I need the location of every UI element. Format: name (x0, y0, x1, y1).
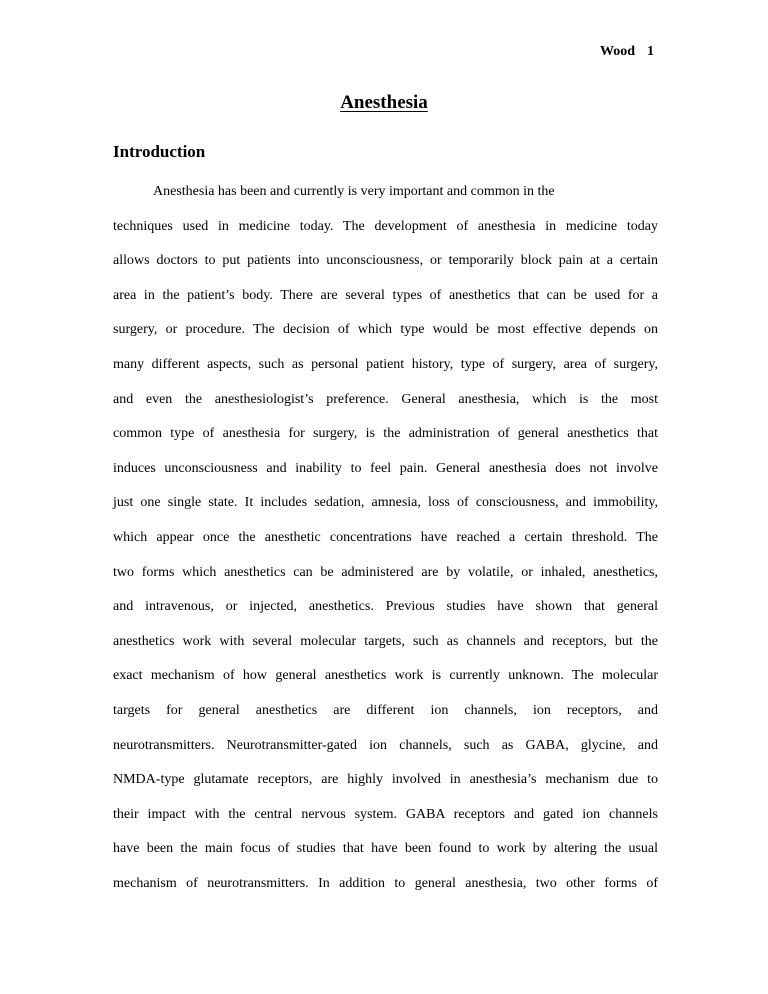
body-line: which appear once the anesthetic concentrations have reached a certain threshold. The (113, 529, 658, 545)
section-heading-introduction: Introduction (113, 142, 206, 161)
body-line: induces unconsciousness and inability to feel pain. General anesthesia does not involve (113, 460, 658, 476)
page-number: 1 (647, 44, 654, 59)
body-paragraph (113, 175, 658, 901)
body-line: surgery, or procedure. The decision of which type would be most effective depends on (113, 322, 658, 338)
body-line: their impact with the central nervous system. GABA receptors and gated ion channels (113, 806, 658, 822)
body-line: NMDA-type glutamate receptors, are highly involved in anesthesia’s mechanism due to (113, 772, 658, 788)
body-line: mechanism of neurotransmitters. In addition to general anesthesia, two other forms of (113, 875, 658, 891)
body-line: and even the anesthesiologist’s preference. General anesthesia, which is the most (113, 391, 658, 407)
body-line: techniques used in medicine today. The development of anesthesia in medicine today (113, 218, 658, 234)
running-header (600, 44, 654, 60)
document-title-text: Anesthesia (340, 92, 428, 113)
body-line: Anesthesia has been and currently is very important and common in the (153, 184, 555, 199)
body-line: have been the main focus of studies that have been found to work by altering the usual (113, 841, 658, 857)
body-line: common type of anesthesia for surgery, is the administration of general anesthetics that (113, 426, 658, 442)
body-line: targets for general anesthetics are different ion channels, ion receptors, and (113, 702, 658, 718)
body-line: anesthetics work with several molecular targets, such as channels and receptors, but the (113, 633, 658, 649)
document-title (0, 92, 768, 114)
header-author: Wood (599, 44, 635, 59)
body-line: two forms which anesthetics can be administered are by volatile, or inhaled, anesthetics, (113, 564, 658, 580)
body-line: exact mechanism of how general anesthetics work is currently unknown. The molecular (113, 668, 658, 684)
body-line: allows doctors to put patients into unconsciousness, or temporarily block pain at a certain (113, 253, 658, 269)
body-line: area in the patient’s body. There are several types of anesthetics that can be used for a (113, 287, 658, 303)
body-line: many different aspects, such as personal patient history, type of surgery, area of surgery, (113, 356, 658, 372)
body-line: neurotransmitters. Neurotransmitter-gated ion channels, such as GABA, glycine, and (113, 737, 658, 753)
body-line: just one single state. It includes sedation, amnesia, loss of consciousness, and immobility, (113, 495, 658, 511)
body-line: and intravenous, or injected, anesthetics. Previous studies have shown that general (113, 599, 658, 615)
